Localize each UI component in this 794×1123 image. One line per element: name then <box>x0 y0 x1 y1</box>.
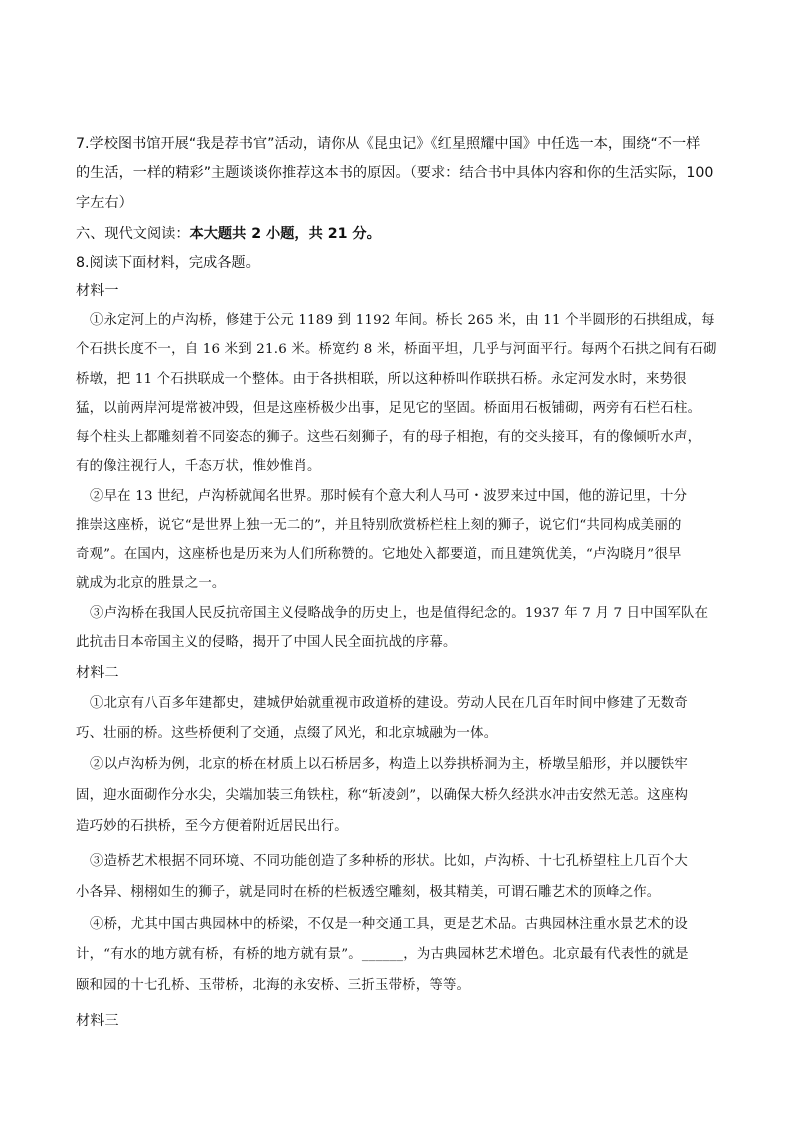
question-7-line-1: 7.学校图书馆开展“我是荐书官”活动，请你从《昆虫记》《红星照耀中国》中任选一本，围绕“不一样 <box>76 136 701 152</box>
question-7-line-2: 的生活，一样的精彩”主题谈谈你推荐这本书的原因。（要求：结合书中具体内容和你的生活实际，100 <box>76 165 714 181</box>
question-8: 8.阅读下面材料，完成各题。 <box>76 255 260 271</box>
material-2-p1-line-1: ①北京有八百多年建都史，建城伊始就重视市政道桥的建设。劳动人民在几百年时间中修建了无数奇 <box>90 696 688 711</box>
material-2-p2-line-3: 造巧妙的石拱桥，至今方便着附近居民出行。 <box>76 819 348 834</box>
material-2-p4-line-1: ④桥，尤其中国古典园林中的桥梁，不仅是一种交通工具，更是艺术品。古典园林注重水景艺术的设 <box>90 917 688 932</box>
material-1-p3-line-2: 此抗击日本帝国主义的侵略，揭开了中国人民全面抗战的序幕。 <box>76 635 457 650</box>
material-1-p1-line-1: ①永定河上的卢沟桥，修建于公元 1189 到 1192 年间。桥长 265 米，由 11 个半圆形的石拱组成，每 <box>90 313 715 328</box>
section-6-prefix: 六、现代文阅读： <box>76 226 190 242</box>
section-6-bold: 本大题共 2 小题，共 21 分。 <box>189 226 381 242</box>
material-3-heading: 材料三 <box>76 1013 119 1029</box>
question-7-line-3: 字左右） <box>76 195 133 211</box>
material-1-p2-line-1: ②早在 13 世纪，卢沟桥就闻名世界。那时候有个意大利人马可・波罗来过中国，他的游记里，十分 <box>90 489 688 504</box>
material-2-p2-line-2: 固，迎水面砌作分水尖，尖端加装三角铁柱，称“斩凌剑”，以确保大桥久经洪水冲击安然无恙。这座构 <box>76 788 689 803</box>
material-2-p1-line-2: 巧、壮丽的桥。这些桥便利了交通，点缀了风光，和北京城融为一体。 <box>76 726 498 741</box>
material-1-p1-line-4: 猛，以前两岸河堤常被冲毁，但是这座桥极少出事，足见它的坚固。桥面用石板铺砌，两旁有石栏石柱。 <box>76 401 702 416</box>
material-2-p3-line-1: ③造桥艺术根据不同环境、不同功能创造了多种桥的形状。比如，卢沟桥、十七孔桥望柱上几百个大 <box>90 854 688 869</box>
material-2-p2-line-1: ②以卢沟桥为例，北京的桥在材质上以石桥居多，构造上以券拱桥洞为主，桥墩呈船形，并以腰铁牢 <box>90 757 688 772</box>
material-1-p2-line-3: 奇观”。在国内，这座桥也是历来为人们所称赞的。它地处入都要道，而且建筑优美，“卢沟晓月”很早 <box>76 547 682 562</box>
material-1-p2-line-4: 就成为北京的胜景之一。 <box>76 576 226 591</box>
material-1-p2-line-2: 推崇这座桥，说它“是世界上独一无二的”，并且特别欣赏桥栏柱上刻的狮子，说它们“共同构成美丽的 <box>76 518 682 533</box>
material-1-p1-line-6: 有的像注视行人，千态万状，惟妙惟肖。 <box>76 459 321 474</box>
material-2-p3-line-2: 小各异、栩栩如生的狮子，就是同时在桥的栏板透空雕刻，极其精美，可谓石雕艺术的顶峰之作。 <box>76 885 661 900</box>
material-1-p3-line-1: ③卢沟桥在我国人民反抗帝国主义侵略战争的历史上，也是值得纪念的。1937 年 7 月 7 日中国军队在 <box>90 606 709 621</box>
material-2-p4-line-2: 计，“有水的地方就有桥，有桥的地方就有景”。______，为古典园林艺术增色。北京最有代表性的就是 <box>76 947 689 962</box>
material-2-heading: 材料二 <box>76 665 119 681</box>
material-1-p1-line-2: 个石拱长度不一，自 16 米到 21.6 米。桥宽约 8 米，桥面平坦，几乎与河面平行。每两个石拱之间有石砌 <box>76 342 717 357</box>
material-1-heading: 材料一 <box>76 283 119 299</box>
section-6-heading <box>76 224 381 244</box>
material-1-p1-line-5: 每个柱头上都雕刻着不同姿态的狮子。这些石刻狮子，有的母子相抱，有的交头接耳，有的像倾听水声， <box>76 430 702 445</box>
material-1-p1-line-3: 桥墩，把 11 个石拱联成一个整体。由于各拱相联，所以这种桥叫作联拱石桥。永定河发水时，来势很 <box>76 372 687 387</box>
material-2-p4-line-3: 颐和园的十七孔桥、玉带桥，北海的永安桥、三折玉带桥，等等。 <box>76 978 471 993</box>
